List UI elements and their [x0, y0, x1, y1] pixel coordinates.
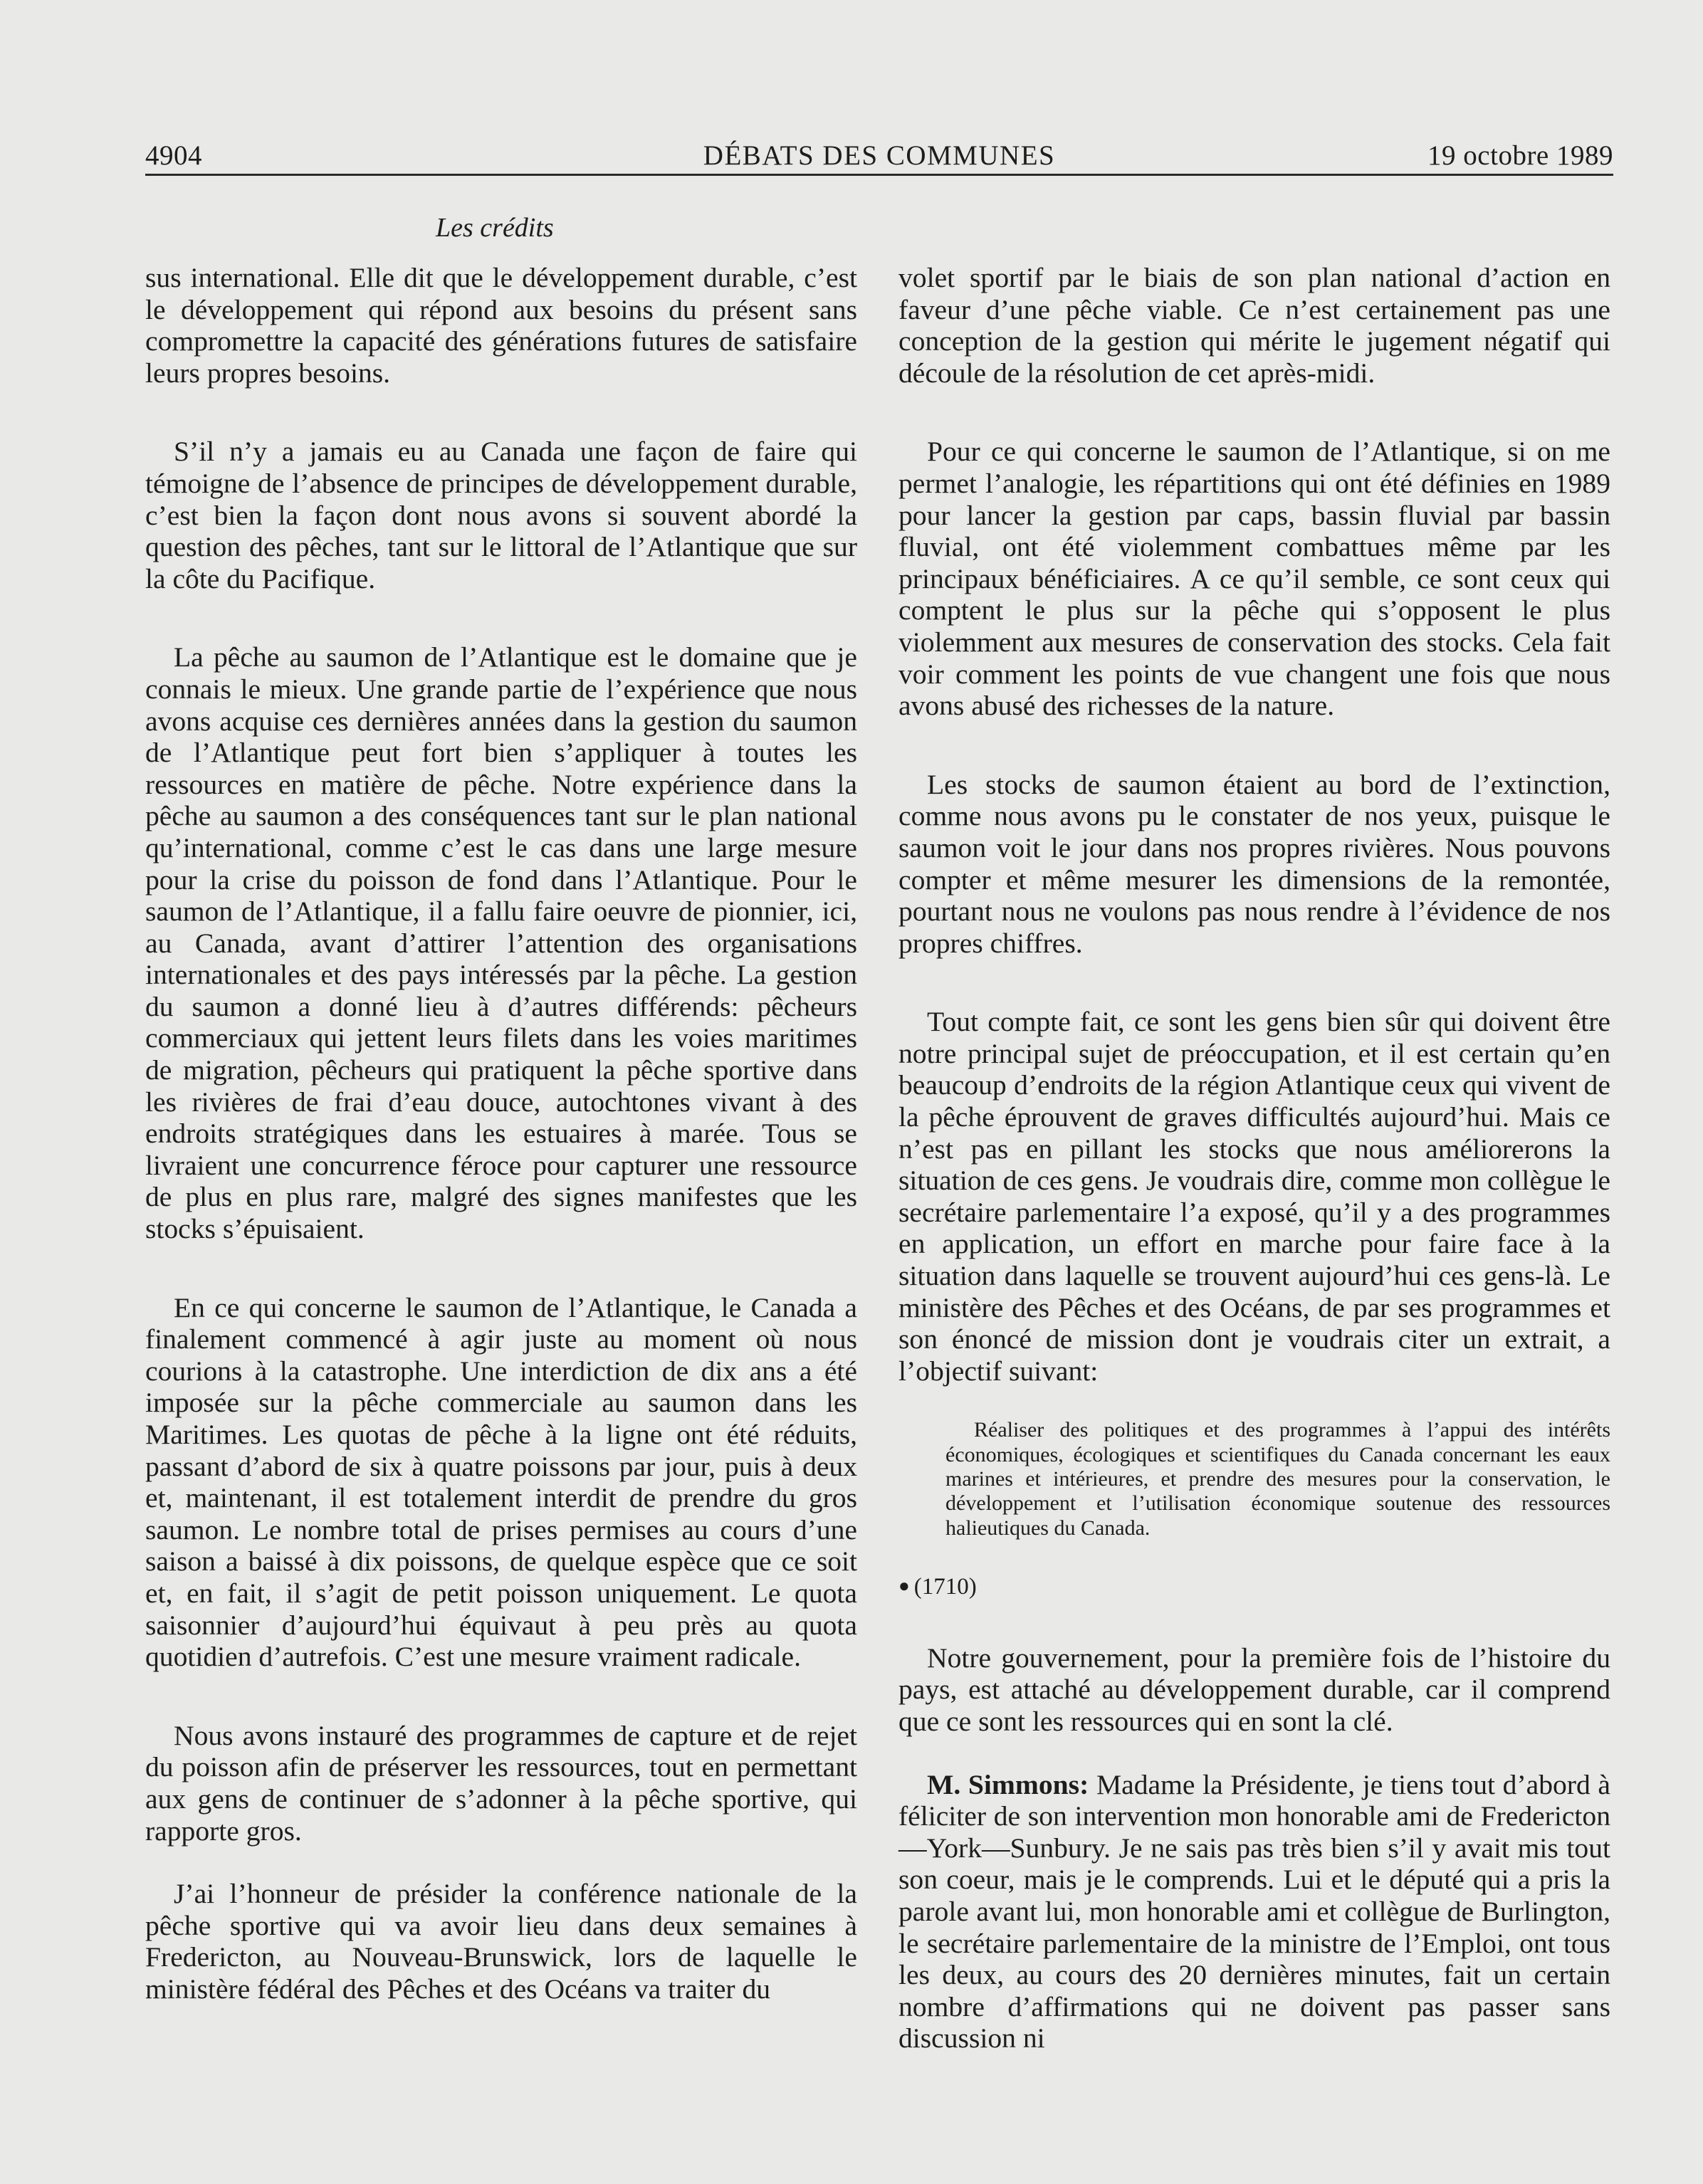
paragraph: J’ai l’honneur de présider la conférence nationale de la pêche sportive qui va avoir lieu dans deux semaines à Fredericton, au Nouveau-Brunswick, lors de laquelle le ministère fédéral des Pêches et des Océans va traiter du [145, 1878, 857, 2005]
mission-quote: Réaliser des politiques et des programmes à l’appui des intérêts économiques, écologiques et scientifiques du Canada concernant les eaux marines et intérieures, et prendre des mesures pour la conservation, le développement et l’utilisation économique soutenue des ressources halieutiques du Canada. [945, 1418, 1610, 1540]
journal-title: DÉBATS DES COMMUNES [703, 140, 1056, 171]
paragraph: En ce qui concerne le saumon de l’Atlantique, le Canada a finalement commencé à agir juste au moment où nous courions à la catastrophe. Une interdiction de dix ans a été imposée sur la pêche commerciale au saumon dans les Maritimes. Les quotas de pêche à la ligne ont été réduits, passant d’abord de six à quatre poissons par jour, puis à deux et, maintenant, il est totalement interdit de prendre du gros saumon. Le nombre total de prises permises au cours d’une saison a baissé à dix poissons, de quelque espèce que ce soit et, en fait, il s’agit de petit poisson uniquement. Le quota saisonnier d’aujourd’hui équivaut à peu près au quota quotidien d’autrefois. C’est une mesure vraiment radicale. [145, 1291, 857, 1673]
paragraph: La pêche au saumon de l’Atlantique est le domaine que je connais le mieux. Une grande partie de l’expérience que nous avons acquise ces dernières années dans la gestion du saumon de l’Atlantique peut fort bien s’appliquer à toutes les ressources en matière de pêche. Notre expérience dans la pêche au saumon a des conséquences tant sur le plan national qu’international, comme c’est le cas dans une large mesure pour la crise du poisson de fond dans l’Atlantique. Pour le saumon de l’Atlantique, il a fallu faire oeuvre de pionnier, ici, au Canada, avant d’attirer l’attention des organisations internationales et des pays intéressés par la pêche. La gestion du saumon a donné lieu à d’autres différends: pêcheurs commerciaux qui jettent leurs filets dans les voies maritimes de migration, pêcheurs qui pratiquent la pêche sportive dans les rivières de frai d’eau douce, autochtones vivant à des endroits stratégiques dans les estuaires à marée. Tous se livraient une concurrence féroce pour capturer une ressource de plus en plus rare, malgré des signes manifestes que les stocks s’épuisaient. [145, 641, 857, 1245]
page-number: 4904 [145, 140, 202, 171]
paragraph: sus international. Elle dit que le développement durable, c’est le développement qui répond aux besoins du présent sans compromettre la capacité des générations futures de satisfaire leurs propres besoins. [145, 262, 857, 389]
paragraph: volet sportif par le biais de son plan national d’action en faveur d’une pêche viable. Ce n’est certainement pas une conception de la gestion qui mérite le jugement négatif qui découle de la résolution de cet après-midi. [898, 262, 1610, 389]
left-column [145, 262, 857, 2052]
right-column [898, 262, 1610, 2101]
header-date: 19 octobre 1989 [1427, 140, 1613, 171]
paragraph: Les stocks de saumon étaient au bord de l’extinction, comme nous avons pu le constater de nos yeux, puisque le saumon voit le jour dans nos propres rivières. Nous pouvons compter et même mesurer les dimensions de la remontée, pourtant nous ne voulons pas nous rendre à l’évidence de nos propres chiffres. [898, 768, 1610, 959]
paragraph: S’il n’y a jamais eu au Canada une façon de faire qui témoigne de l’absence de principes de développement durable, c’est bien la façon dont nous avons si souvent abordé la question des pêches, tant sur le littoral de l’Atlantique que sur la côte du Pacifique. [145, 436, 857, 594]
timestamp [898, 1572, 1610, 1601]
paragraph: Tout compte fait, ce sont les gens bien sûr qui doivent être notre principal sujet de préoccupation, et il est certain qu’en beaucoup d’endroits de la région Atlantique ceux qui vivent de la pêche éprouvent de graves difficultés aujourd’hui. Mais ce n’est pas en pillant les stocks que nous améliorerons la situation de ces gens. Je voudrais dire, comme mon collègue le secrétaire parlementaire l’a exposé, qu’il y a des programmes en application, un effort en marche pour faire face à la situation dans laquelle se trouvent aujourd’hui ces gens-là. Le ministère des Pêches et des Océans, de par ses programmes et son énoncé de mission dont je voudrais citer un extrait, a l’objectif suivant: [898, 1006, 1610, 1387]
speech-text: Madame la Présidente, je tiens tout d’abord à féliciter de son intervention mon honorable ami de Fredericton—York—Sunbury. Je ne sais pas très bien s’il y avait mis tout son coeur, mais je le comprends. Lui et le député qui a pris la parole avant lui, mon honorable ami et collègue de Burlington, le secrétaire parlementaire de la ministre de l’Emploi, ont tous les deux, au cours des 20 dernières minutes, fait un certain nombre d’affirmations qui ne doivent pas passer sans discussion ni [898, 1768, 1610, 2054]
page-header [145, 134, 1613, 176]
speaker-name: M. Simmons: [927, 1768, 1089, 1800]
paragraph: Pour ce qui concerne le saumon de l’Atlantique, si on me permet l’analogie, les répartitions qui ont été définies en 1989 pour lancer la gestion par caps, bassin fluvial par bassin fluvial, ont été violemment combattues même par les principaux bénéficiaires. A ce qu’il semble, ce sont ceux qui comptent le plus sur la pêche qui s’opposent le plus violemment aux mesures de conservation des stocks. Cela fait voir comment les points de vue changent une fois que nous avons abusé des richesses de la nature. [898, 436, 1610, 722]
timestamp-text: (1710) [913, 1573, 977, 1600]
bullet-icon: ● [898, 1575, 910, 1596]
paragraph: Notre gouvernement, pour la première fois de l’histoire du pays, est attaché au développement durable, car il comprend que ce sont les ressources qui en sont la clé. [898, 1642, 1610, 1738]
section-title: Les crédits [436, 213, 554, 243]
paragraph: Nous avons instauré des programmes de capture et de rejet du poisson afin de préserver les ressources, tout en permettant aux gens de continuer de s’adonner à la pêche sportive, qui rapporte gros. [145, 1719, 857, 1847]
speaker-paragraph [898, 1769, 1610, 2054]
